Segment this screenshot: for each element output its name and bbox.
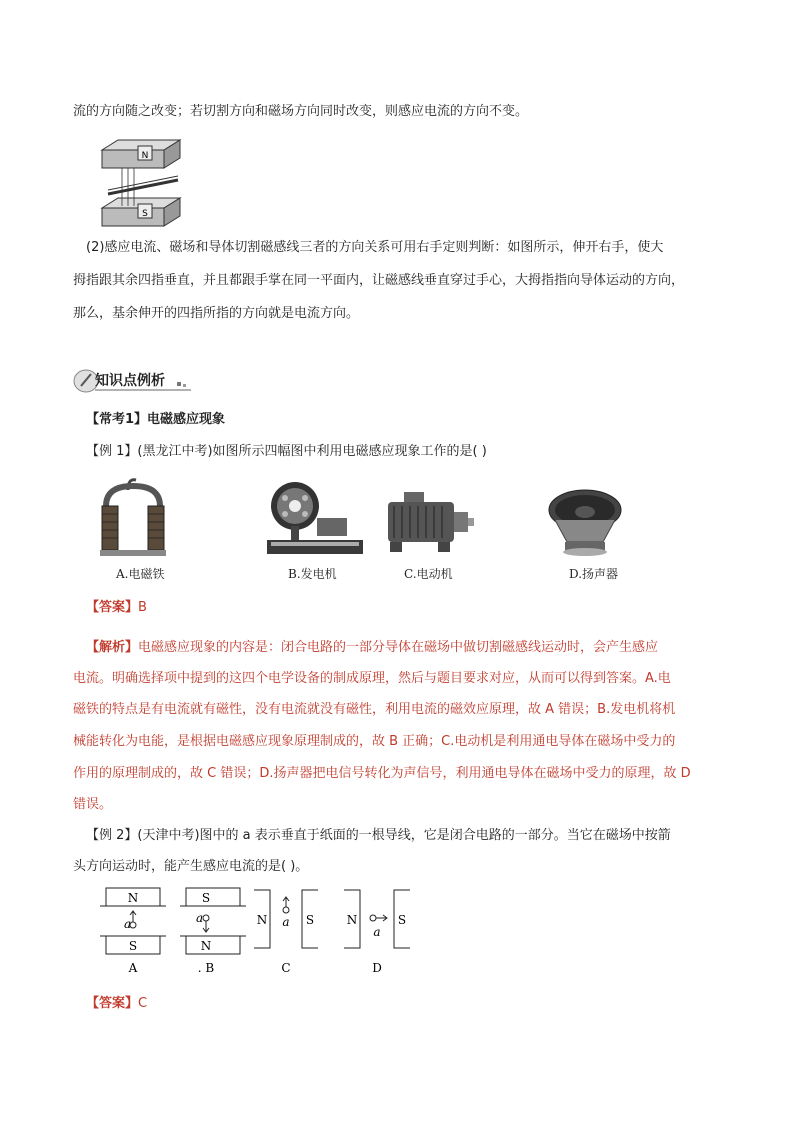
para2-line-3: 那么，基余伸开的四指所指的方向就是电流方向。 [73, 306, 360, 321]
ex2-text-1: (天津中考)图中的 a 表示垂直于纸面的一根导线，它是闭合电路的一部分。当它在磁场中按箭 [137, 828, 671, 843]
electromagnet-image [98, 476, 168, 558]
ex2-diagram-b [180, 888, 246, 975]
magnet-s-label: S [142, 209, 148, 219]
ex1-text: (黑龙江中考)如图所示四幅图中利用电磁感应现象工作的是( ) [137, 444, 487, 459]
ex1-analysis-label: 【解析】 [86, 640, 139, 655]
ex2-question-line-1 [86, 828, 671, 844]
ex2-d-caption: D [372, 961, 382, 975]
motor-image [380, 488, 476, 560]
ex1-question [86, 444, 487, 460]
ex1-analysis-line-6: 错误。 [73, 797, 113, 812]
section-header [73, 368, 193, 394]
ex1-option-a: A.电磁铁 [116, 567, 165, 581]
intro-line: 流的方向随之改变；若切割方向和磁场方向同时改变，则感应电流的方向不变。 [73, 104, 529, 119]
ex1-option-d: D.扬声器 [569, 567, 619, 581]
ex2-b-top: S [201, 891, 211, 905]
ex1-option-b: B.发电机 [288, 567, 337, 581]
magnet-n-label: N [141, 151, 149, 161]
ex2-b-bottom: N [200, 939, 212, 953]
ex2-answer [86, 996, 147, 1012]
ex1-analysis-line-4: 械能转化为电能，是根据电磁感应现象原理制成的，故 B 正确；C.电动机是利用通电导体在磁场中受力的 [73, 734, 676, 749]
ex1-option-c: C.电动机 [404, 567, 453, 581]
ex2-d-right: S [397, 913, 407, 927]
ex2-a-caption: A [128, 961, 138, 975]
section-title: 知识点例析 [95, 373, 165, 389]
ex2-c-right: S [305, 913, 315, 927]
generator-image [265, 478, 365, 558]
ex2-label: 【例 2】 [86, 828, 138, 843]
ex2-c-wire: a [282, 915, 290, 929]
speaker-image [545, 486, 625, 558]
ex2-answer-value: C [138, 996, 148, 1011]
ex1-analysis-line-3: 磁铁的特点是有电流就有磁性，没有电流就没有磁性，利用电流的磁效应原理，故 A 错误；B.发电机将机 [73, 702, 676, 717]
ex2-d-wire: a [373, 925, 381, 939]
ex2-diagram-d [344, 890, 410, 975]
changkao1-tag: 【常考1】 [86, 412, 148, 427]
ex2-a-bottom: S [128, 939, 138, 953]
ex2-a-top: N [127, 891, 139, 905]
ex2-d-left: N [346, 913, 358, 927]
ex2-b-wire: a [196, 911, 204, 925]
ex1-analysis-line-5: 作用的原理制成的，故 C 错误；D.扬声器把电信号转化为声信号，利用通电导体在磁场中受力的原理，故 D [73, 766, 691, 781]
ex2-diagram-c [254, 890, 318, 975]
ex2-c-caption: C [281, 961, 291, 975]
magnet-figure [98, 136, 184, 228]
ex2-question-line-2: 头方向运动时，能产生感应电流的是( )。 [73, 859, 309, 874]
ex1-analysis-line-1 [86, 640, 658, 656]
ex1-answer-label: 【答案】 [86, 600, 139, 615]
para2-line-1: (2)感应电流、磁场和导体切割磁感线三者的方向关系可用右手定则判断：如图所示，伸开右手，使大 [86, 240, 664, 255]
ex2-a-wire: a [124, 917, 132, 931]
ex1-analysis-text-1: 电磁感应现象的内容是：闭合电路的一部分导体在磁场中做切割磁感线运动时，会产生感应 [138, 640, 659, 655]
changkao1-heading [86, 412, 225, 428]
ex2-diagrams [100, 886, 420, 978]
ex1-label: 【例 1】 [86, 444, 138, 459]
ex1-answer [86, 600, 147, 616]
ex1-analysis-line-2: 电流。明确选择项中提到的这四个电学设备的制成原理，然后与题目要求对应，从而可以得到答案。A.电 [73, 671, 671, 686]
para2-line-2: 拇指跟其余四指垂直，并且都跟手掌在同一平面内，让磁感线垂直穿过手心，大拇指指向导体运动的方向， [73, 273, 685, 288]
ex2-answer-label: 【答案】 [86, 996, 139, 1011]
ex2-b-caption: . B [197, 961, 215, 975]
ex1-answer-value: B [138, 600, 147, 615]
ex2-diagram-a [100, 888, 166, 975]
ex2-c-left: N [256, 913, 268, 927]
changkao1-title: 电磁感应现象 [147, 412, 226, 427]
